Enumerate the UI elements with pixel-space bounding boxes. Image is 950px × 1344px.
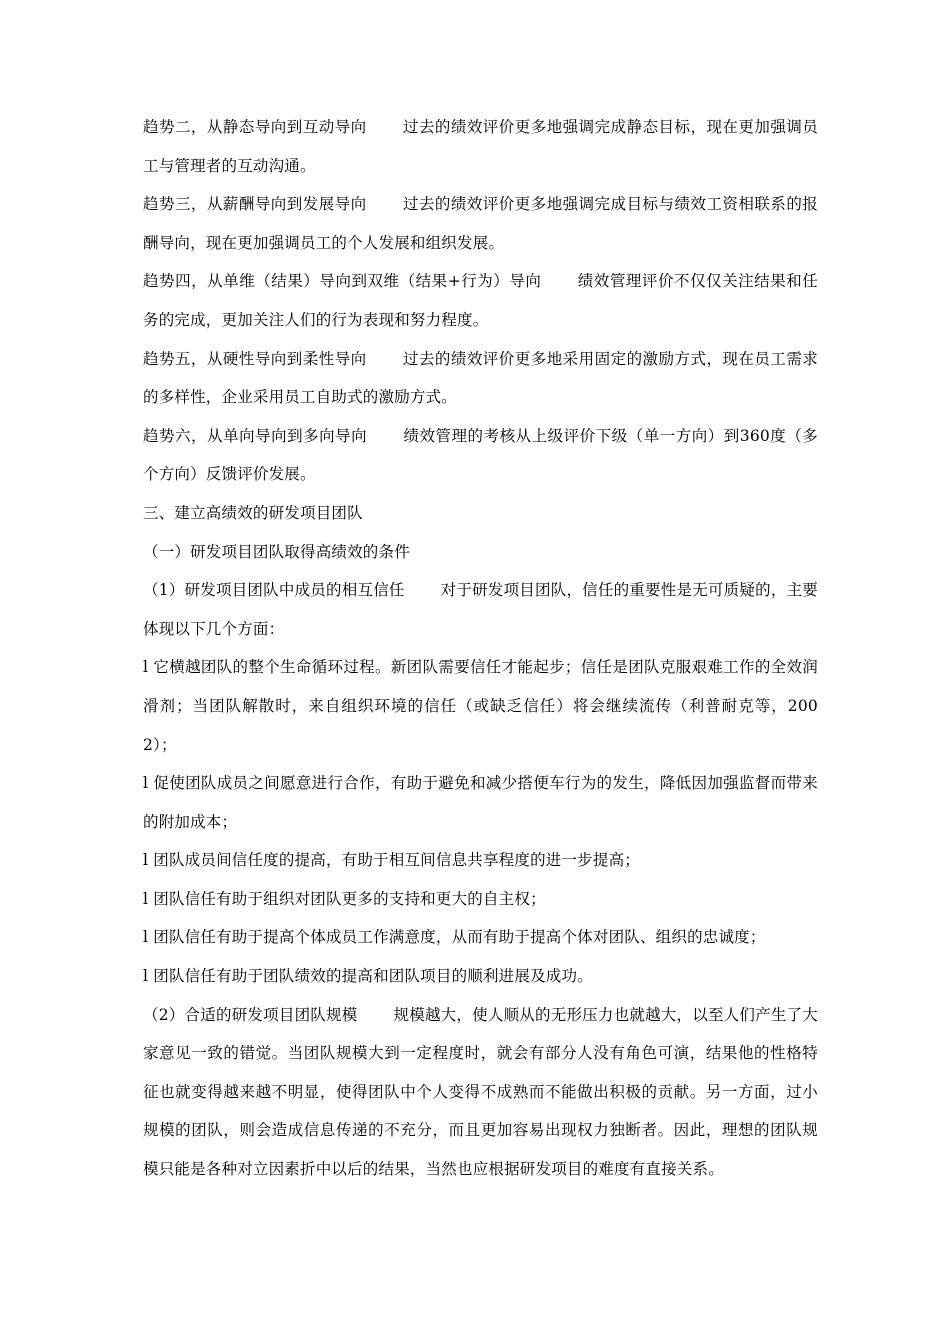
- bullet-item-text: l 促使团队成员之间愿意进行合作，有助于避免和减少搭便车行为的发生，降低因加强监督而带来的附加成本；: [143, 774, 818, 831]
- bullet-item-text: l 团队成员间信任度的提高，有助于相互间信息共享程度的进一步提高；: [143, 851, 640, 870]
- subsection-1-heading: [143, 533, 818, 572]
- bullet-item: [143, 764, 818, 841]
- bullet-item-text: l 团队信任有助于提高个体成员工作满意度，从而有助于提高个体对团队、组织的忠诚度；: [143, 928, 766, 947]
- trend-6-body: 绩效管理的考核从上级评价下级（单一方向）到360度（多个方向）反馈评价发展。: [143, 426, 818, 484]
- bullet-item-text: l 团队信任有助于组织对团队更多的支持和更大的自主权；: [143, 889, 546, 908]
- document-body: [143, 108, 818, 1189]
- trend-4-paragraph: [143, 262, 818, 339]
- trend-3-body: 过去的绩效评价更多地强调完成目标与绩效工资相联系的报酬导向，现在更加强调员工的个人发展和组织发展。: [143, 195, 818, 252]
- bullet-item-text: l 团队信任有助于团队绩效的提高和团队项目的顺利进展及成功。: [143, 967, 593, 986]
- bullet-item-text: l 它横越团队的整个生命循环过程。新团队需要信任才能起步；信任是团队克服艰难工作的全效润滑剂；当团队解散时，来自组织环境的信任（或缺乏信任）将会继续流传（利普耐克等，2002）；: [143, 658, 818, 754]
- section-3-heading: [143, 494, 818, 533]
- team-size-lead: （2）合适的研发项目团队规模: [143, 1005, 358, 1024]
- section-3-title: 三、建立高绩效的研发项目团队: [143, 503, 363, 522]
- bullet-item: [143, 957, 818, 996]
- trend-3-lead: 趋势三，从薪酬导向到发展导向: [143, 195, 367, 214]
- bullet-item: [143, 918, 818, 957]
- trend-6-lead: 趋势六，从单向导向到多向导向: [143, 426, 368, 445]
- team-size-paragraph: [143, 996, 818, 1189]
- bullet-item: [143, 880, 818, 919]
- trend-3-paragraph: [143, 185, 818, 262]
- trust-body: 对于研发项目团队，信任的重要性是无可质疑的，主要体现以下几个方面：: [143, 581, 818, 638]
- trend-2-body: 过去的绩效评价更多地强调完成静态目标，现在更加强调员工与管理者的互动沟通。: [143, 118, 818, 175]
- trend-5-body: 过去的绩效评价更多地采用固定的激励方式，现在员工需求的多样性，企业采用员工自助式的激励方式。: [143, 349, 818, 407]
- trend-5-lead: 趋势五，从硬性导向到柔性导向: [143, 349, 367, 368]
- bullet-item: [143, 841, 818, 880]
- trust-lead: （1）研发项目团队中成员的相互信任: [143, 581, 405, 600]
- subsection-1-title: （一）研发项目团队取得高绩效的条件: [143, 542, 410, 561]
- trend-6-paragraph: [143, 417, 818, 494]
- trend-2-lead: 趋势二，从静态导向到互动导向: [143, 118, 367, 136]
- bullet-item: [143, 648, 818, 764]
- trend-4-body: 绩效管理评价不仅仅关注结果和任务的完成，更加关注人们的行为表现和努力程度。: [143, 272, 818, 329]
- trust-paragraph: [143, 571, 818, 648]
- team-size-body: 规模越大，使人顺从的无形压力也就越大，以至人们产生了大家意见一致的错觉。当团队规模大到一定程度时，就会有部分人没有角色可演，结果他的性格特征也就变得越来越不明显，使得团队中个人变得不成熟而不能做出积极的贡献。另一方面，过小规模的团队，则会造成信息传递的不充分，而且更加容易出现权力独断者。因此，理想的团队规模只能是各种对立因素折中以后的结果，当然也应根据研发项目的难度有直接关系。: [143, 1005, 818, 1179]
- trend-5-paragraph: [143, 340, 818, 417]
- trend-4-lead: 趋势四，从单维（结果）导向到双维（结果+行为）导向: [143, 272, 542, 291]
- trend-2-paragraph: [143, 108, 818, 185]
